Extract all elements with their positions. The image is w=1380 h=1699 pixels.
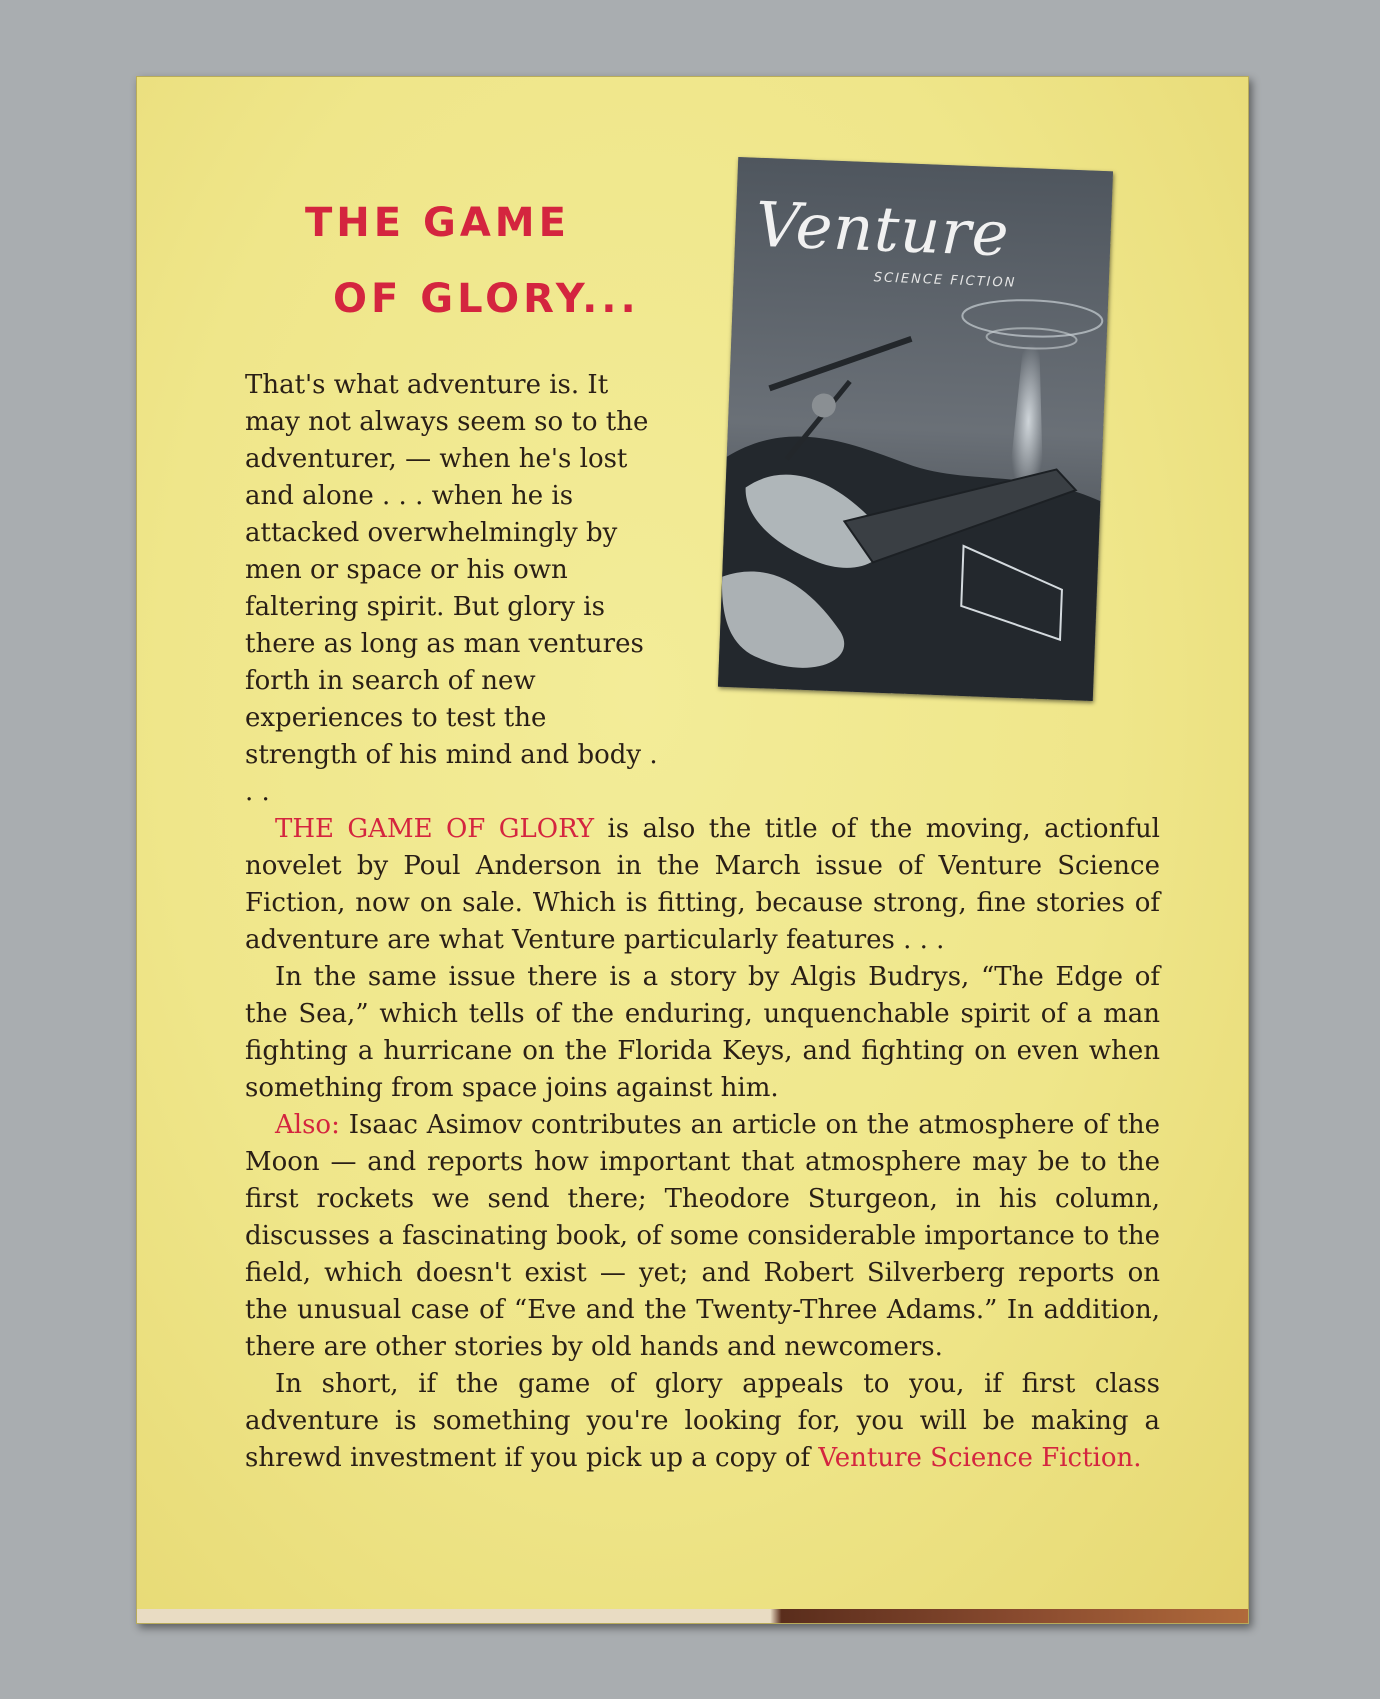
- magazine-name-highlight: Venture Science Fiction.: [818, 1443, 1142, 1473]
- headline-line-1: THE GAME: [305, 200, 570, 246]
- headline-line-2: OF GLORY...: [333, 276, 640, 322]
- paragraph-5: [245, 1366, 1160, 1477]
- magazine-title: Venture: [754, 187, 1011, 271]
- paragraph-4: [245, 1107, 1160, 1366]
- spine-edge-strip: [137, 1609, 1248, 1623]
- also-highlight: Also:: [275, 1110, 340, 1140]
- paragraph-3: In the same issue there is a story by Algis Budrys, “The Edge of the Sea,” which tells of the enduring, unquenchable spirit of a man fighting a hurricane on the Florida Keys, and fighting on even when something from space joins against him.: [245, 962, 1160, 1103]
- paragraph-4-text: Isaac Asimov contributes an article on the atmosphere of the Moon — and reports how important that atmosphere may be to the first rockets we send there; Theodore Sturgeon, in his column, discusses a fascinating book, of some considerable importance to the field, which doesn't exist — yet; and Robert Silverberg reports on the unusual case of “Eve and the Twenty-Three Adams.” In addition, there are other stories by old hands and newcomers.: [245, 1110, 1160, 1362]
- paragraph-1: That's what adventure is. It may not always seem so to the adventurer, — when he's lost and alone . . . when he is attacked overwhelmingly by men or space or his own faltering spirit. But glory is there as long as man ventures forth in search of new experiences to test the strength of his mind and body . . .: [245, 370, 658, 807]
- paragraph-5-text: In short, if the game of glory appeals to you, if first class adventure is something you're looking for, you will be making a shrewd investment if you pick up a copy of: [245, 1369, 1160, 1473]
- magazine-subtitle: SCIENCE FICTION: [873, 270, 1017, 291]
- paragraph-2: [245, 811, 1160, 959]
- story-title-highlight: THE GAME OF GLORY: [275, 814, 595, 844]
- back-cover: [136, 76, 1249, 1624]
- headline: [305, 185, 640, 337]
- article-body: [245, 367, 1160, 1477]
- paragraph-2-text: is also the title of the moving, actionful novelet by Poul Anderson in the March issue of Venture Science Fiction, now on sale. Which is fitting, because strong, fine stories of adventure are what Venture particularly features . . .: [245, 814, 1161, 955]
